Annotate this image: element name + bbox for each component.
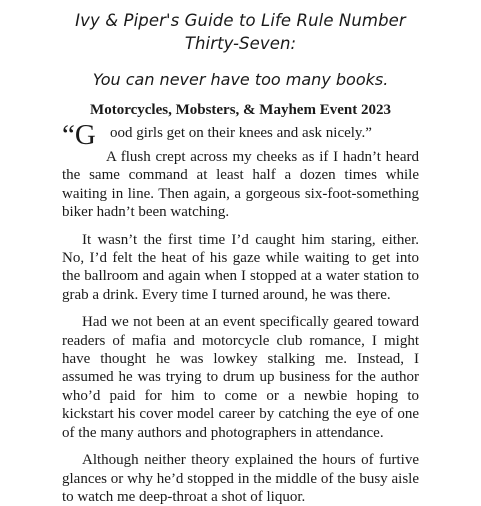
chapter-body — [62, 119, 419, 506]
rule-text: You can never have too many books. — [92, 70, 389, 89]
opening-line — [62, 119, 419, 151]
opening-line-text: ood girls get on their knees and ask nicely.” — [110, 125, 372, 141]
rule-heading: Ivy & Piper's Guide to Life Rule Number Thirty-Seven: — [75, 11, 406, 53]
paragraph-3: Had we not been at an event specifically geared toward readers of mafia and motorcycle club romance, I might have thought he was lowkey stalking me. Instead, I assumed he was trying to drum up business for the author who’d paid for him to come or a newbie hoping to kickstart his cover model career by catching the eye of one of the many authors and photographers in attendance. — [62, 314, 419, 441]
paragraph-2: It wasn’t the first time I’d caught him staring, either. No, I’d felt the heat of his gaze while waiting to get into the ballroom and again when I stopped at a water station to grab a drink. Every time I turned around, he was there. — [62, 231, 419, 303]
drop-cap: “G — [62, 119, 96, 151]
paragraph-1: A flush crept across my cheeks as if I hadn’t heard the same command at least half a dozen times while waiting in line. Then again, a gorgeous six-foot-something biker hadn’t been watching. — [62, 149, 419, 221]
event-title: Motorcycles, Mobsters, & Mayhem Event 2023 — [90, 102, 391, 118]
paragraph-4: Although neither theory explained the hours of furtive glances or why he’d stopped in the middle of the busy aisle to watch me deep-throat a shot of liquor. — [62, 452, 419, 505]
